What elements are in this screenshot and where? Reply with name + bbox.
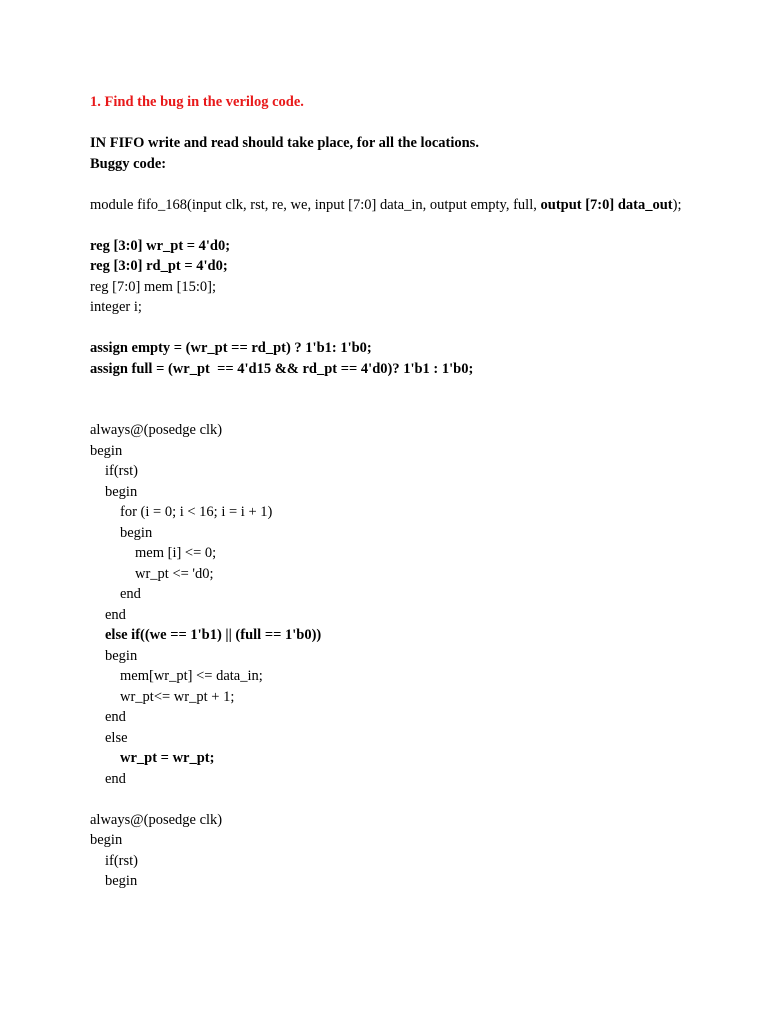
spacer [90, 318, 710, 339]
code-line-assign-empty: assign empty = (wr_pt == rd_pt) ? 1'b1: 1'b0; [90, 340, 372, 356]
code-line-end: end [120, 586, 141, 602]
code-line-integer: integer i; [90, 299, 142, 315]
code-line-wr-pt-hold: wr_pt = wr_pt; [120, 750, 215, 766]
code-line-else: else [105, 729, 128, 746]
code-line-begin: begin [105, 647, 138, 664]
code-line-mem-write: mem[wr_pt] <= data_in; [120, 668, 263, 684]
spacer [90, 789, 710, 810]
spacer [90, 379, 710, 420]
module-decl-end: ); [672, 196, 682, 213]
document-content [90, 92, 710, 892]
code-line-end: end [105, 709, 126, 725]
buggy-code-label: Buggy code: [90, 155, 167, 172]
code-line-end: end [105, 770, 126, 787]
code-line-begin: begin [90, 832, 123, 848]
code-line-reg-rd-pt: reg [3:0] rd_pt = 4'd0; [90, 258, 228, 274]
spacer [90, 174, 710, 195]
code-line-mem-reset: mem [i] <= 0; [135, 545, 217, 561]
module-decl-text: module fifo_168(input clk, rst, re, we, input [7:0] data_in, output empty, full, [90, 196, 541, 213]
code-line-assign-full: assign full = (wr_pt == 4'd15 && rd_pt == 4'd0)? 1'b1 : 1'b0; [90, 360, 474, 377]
code-line-else-if: else if((we == 1'b1) || (full == 1'b0)) [105, 627, 322, 643]
module-declaration [90, 195, 710, 216]
code-line-begin: begin [105, 873, 138, 889]
code-line-if-rst: if(rst) [105, 852, 139, 869]
code-line-wr-pt-inc: wr_pt<= wr_pt + 1; [120, 688, 235, 705]
code-line-always-1: always@(posedge clk) [90, 422, 223, 438]
intro-line: IN FIFO write and read should take place, for all the locations. [90, 135, 479, 151]
question-heading: 1. Find the bug in the verilog code. [90, 94, 304, 110]
code-line-always-2: always@(posedge clk) [90, 811, 223, 828]
code-line-wr-pt-reset: wr_pt <= 'd0; [135, 565, 214, 582]
code-line-begin: begin [105, 483, 138, 500]
spacer [90, 215, 710, 236]
code-line-end: end [105, 606, 126, 623]
code-line-begin: begin [90, 442, 123, 459]
code-line-for-loop: for (i = 0; i < 16; i = i + 1) [120, 504, 273, 520]
spacer [90, 113, 710, 134]
code-line-reg-mem: reg [7:0] mem [15:0]; [90, 278, 217, 295]
code-line-if-rst: if(rst) [105, 463, 139, 479]
code-line-reg-wr-pt: reg [3:0] wr_pt = 4'd0; [90, 237, 231, 254]
code-line-begin: begin [120, 524, 153, 541]
module-decl-output: output [7:0] data_out [540, 196, 673, 213]
